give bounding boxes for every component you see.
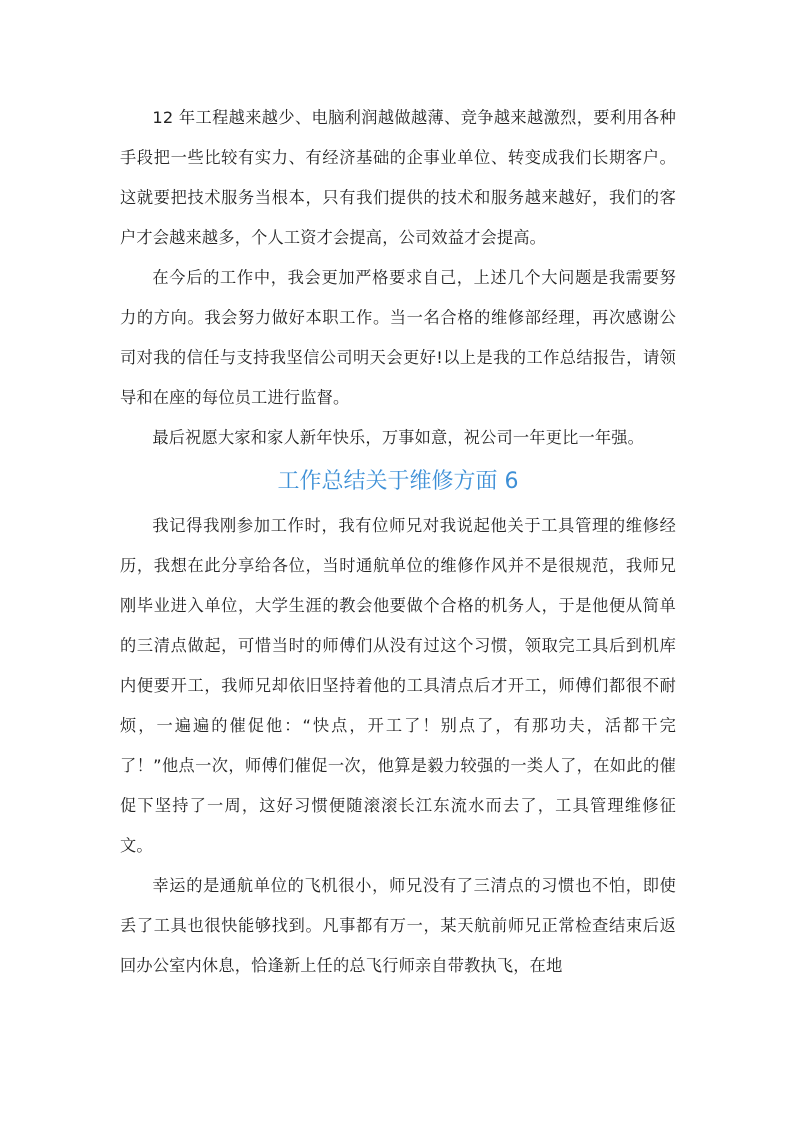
paragraph-1: 12 年工程越来越少、电脑利润越做越薄、竞争越来越激烈，要利用各种手段把一些比较有实力、有经济基础的企事业单位、转变成我们长期客户。这就要把技术服务当根本，只有我们提供的技术和服务越来越好，我们的客户才会越来越多，个人工资才会提高，公司效益才会提高。 — [120, 108, 676, 247]
section-title: 工作总结关于维修方面 6 — [277, 469, 519, 494]
paragraph-5: 幸运的是通航单位的飞机很小，师兄没有了三清点的习惯也不怕，即使丢了工具也很快能够找到。凡事都有万一，某天航前师兄正常检查结束后返回办公室内休息，恰逢新上任的总飞行师亲自带教执飞，在地 — [120, 876, 676, 975]
paragraph-2: 在今后的工作中，我会更加严格要求自己，上述几个大问题是我需要努力的方向。我会努力做好本职工作。当一名合格的维修部经理，再次感谢公司对我的信任与支持我坚信公司明天会更好!以上是我的工作总结报告，请领导和在座的每位员工进行监督。 — [120, 268, 676, 407]
paragraph-4: 我记得我刚参加工作时，我有位师兄对我说起他关于工具管理的维修经历，我想在此分享给各位，当时通航单位的维修作风并不是很规范，我师兄刚毕业进入单位，大学生涯的教会他要做个合格的机务人，于是他便从简单的三清点做起，可惜当时的师傅们从没有过这个习惯，领取完工具后到机库内便要开工，我师兄却依旧坚持着他的工具清点后才开工，师傅们都很不耐烦，一遍遍的催促他：“快点，开工了！别点了，有那功夫，活都干完了！”他点一次，师傅们催促一次，他算是毅力较强的一类人了，在如此的催促下坚持了一周，这好习惯便随滚滚长江东流水而去了，工具管理维修征文。 — [120, 516, 676, 855]
document-body — [120, 98, 676, 986]
paragraph-3: 最后祝愿大家和家人新年快乐，万事如意，祝公司一年更比一年强。 — [152, 428, 645, 447]
